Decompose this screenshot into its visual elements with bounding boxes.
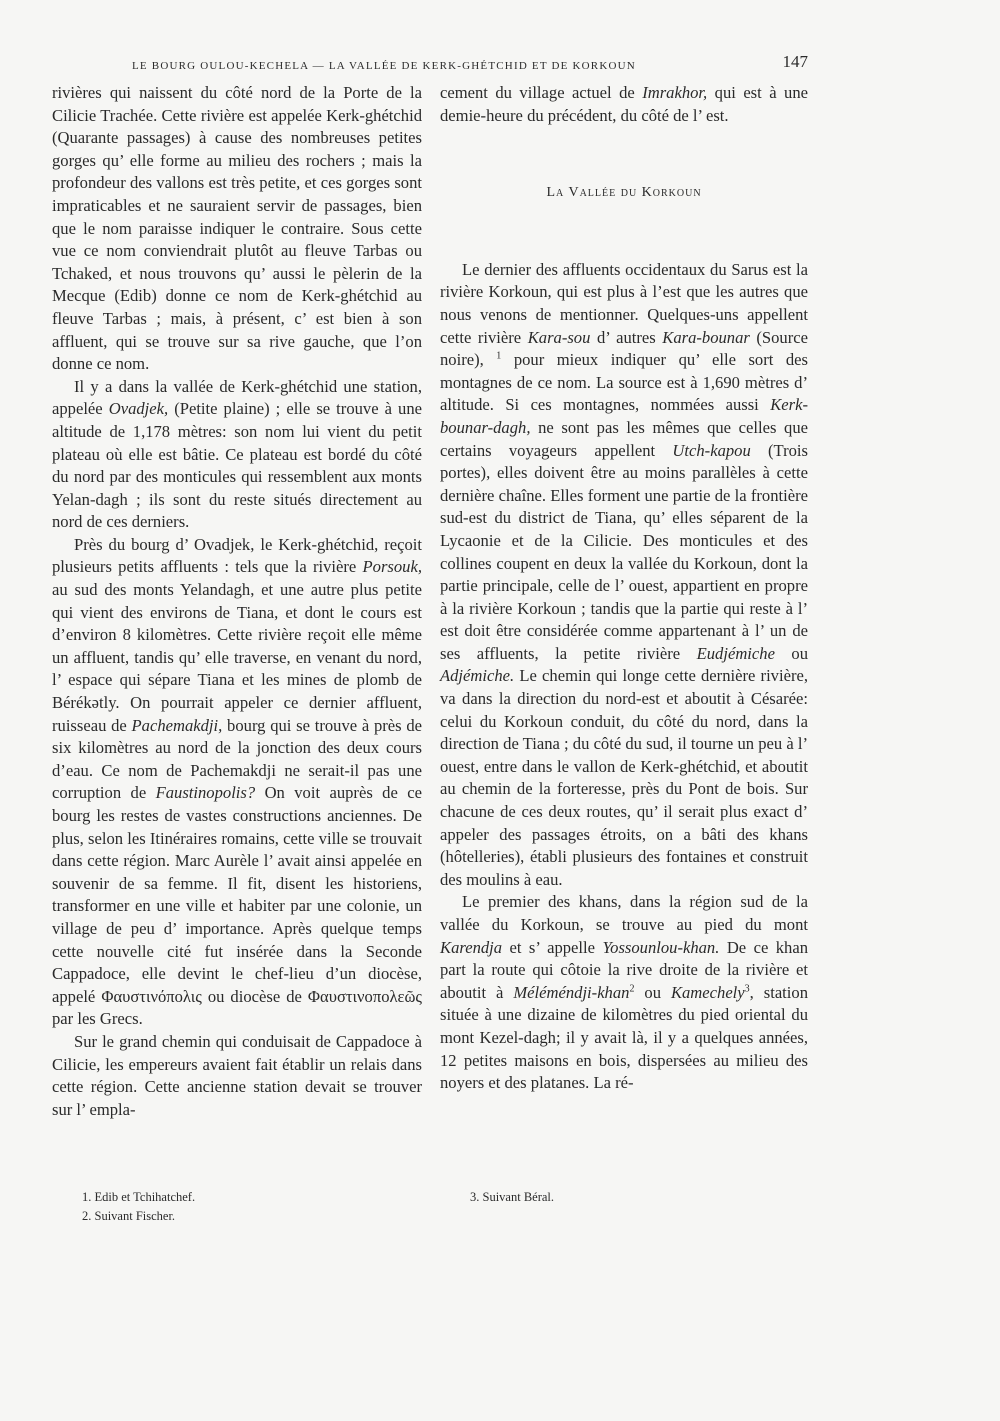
text-run: cement du village actuel de	[440, 83, 643, 102]
text-run: Le dernier des affluents occidentaux du Sarus est la rivière Korkoun, qui est plus à l’est que les autres que nous venons de mentionner. Quelques-uns appellent cette rivière	[440, 259, 808, 347]
paragraph	[52, 534, 422, 1031]
footnote-marker: 3	[744, 983, 750, 995]
paragraph	[440, 259, 808, 892]
footnotes-right	[470, 1188, 800, 1207]
text-run: De ce khan part la route qui côtoie la rive droite de la rivière et aboutit à	[440, 937, 809, 1002]
footnote-marker: 1	[496, 350, 502, 362]
paragraph	[52, 376, 422, 534]
paragraph: rivières qui naissent du côté nord de la Porte de la Cilicie Trachée. Cette rivière est appelée Kerk-ghétchid (Quarante passages) à cause des nombreuses petites gorges qu’ elle forme au milieu des rochers ; mais la profondeur des vallons est très petite, et ces gorges sont impraticables et ne sauraient servir de passages, bien que le nom paraisse indiquer le contraire. Sous cette vue ce nom conviendrait plutôt au fleuve Tarbas ou Tchaked, et nous trouvons qu’ aussi le pèlerin de la Mecque (Edib) donne ce nom de Kerk-ghétchid au fleuve Tarbas ; mais, à présent, c’ est bien à son affluent, qui se trouve sur sa rive gauche, que l’on donne ce nom.	[52, 83, 422, 374]
italic-term: Imrakhor,	[642, 83, 708, 102]
text-run: et s’ appelle	[502, 937, 603, 957]
text-run: (Source noire),	[440, 327, 808, 370]
italic-term: Ovadjek,	[108, 399, 169, 419]
italic-term: Kamechely	[670, 982, 745, 1002]
italic-term: Kara-sou	[527, 327, 591, 347]
text-run: (Trois portes), elles doivent être au moins parallèles à cette dernière chaîne. Elles forment une partie de la frontière sud-est du district de Tiana, qu’ elles séparent de la Lycaonie et de la Cilicie. Des monticules et des collines coupent en deux la vallée du Korkoun, dont la partie principale, celle de l’ ouest, appartient en propre à la rivière Korkoun ; tandis que la partie qui reste à l’ est doit être considérée comme appartenant à l’ un de ses affluents, la petite rivière	[440, 440, 809, 663]
italic-term: Faustinopolis?	[155, 783, 256, 803]
text-run: qui est à une demie-heure du précédent, du côté de l’ est.	[440, 83, 808, 125]
italic-term: Méléméndji-khan	[513, 982, 630, 1002]
italic-term: Pachemakdji,	[131, 715, 223, 735]
footnote-marker: 2	[629, 983, 635, 995]
page-number: 147	[782, 52, 808, 71]
text-run: pour mieux indiquer qu’ elle sort des montagnes de ce nom. La source est à 1,690 mètres d’ altitude. Si ces montagnes, nommées aussi	[440, 350, 808, 415]
text-run: d’ autres	[590, 327, 663, 347]
right-column	[440, 82, 808, 1095]
footnote: 2. Suivant Fischer.	[82, 1209, 176, 1223]
italic-term: Adjémiche.	[440, 666, 515, 686]
text-run: bourg qui se trouve à près de six kilomètres au nord de la jonction des deux cours d’eau. Ce nom de Pachemakdji ne serait-il pas une corruption de	[52, 715, 423, 803]
italic-term: Karendja	[440, 937, 503, 957]
paragraph: Sur le grand chemin qui conduisait de Cappadoce à Cilicie, les empereurs avaient fait établir un relais dans cette région. Cette ancienne station devait se trouver sur l’ empla-	[52, 1031, 422, 1119]
text-run: ou	[634, 982, 671, 1002]
text-run: , station située à une dizaine de kilomètres du pied oriental du mont Kezel-dagh; il y avait là, il y a quelques années, 12 petites maisons en bois, dispersées au milieu des noyers et des platanes. La ré-	[440, 982, 808, 1093]
running-title: LE BOURG OULOU-KECHELA — LA VALLÉE DE KERK-GHÉTCHID ET DE KORKOUN	[132, 60, 636, 72]
section-heading: La Vallée du Korkoun	[546, 185, 702, 201]
paragraph	[440, 891, 808, 1094]
text-run: Il y a dans la vallée de Kerk-ghétchid une station, appelée	[52, 376, 422, 419]
text-run: au sud des monts Yelandagh, et une autre plus petite qui vient des environs de Tiana, et dont le cours est d’environ 8 kilomètres. Cette rivière reçoit elle même un affluent, tandis qu’ elle traverse, en venant du nord, l’ espace qui sépare Tiana et les mines de plomb de Bérékətly. On pourrait appeler ce dernier affluent, ruisseau de	[52, 580, 422, 735]
text-run: Le premier des khans, dans la région sud de la vallée du Korkoun, se trouve au pied du mont	[440, 892, 808, 934]
italic-term: Utch-kapou	[672, 440, 751, 460]
footnote: 3. Suivant Béral.	[470, 1190, 555, 1204]
italic-term: Eudjémiche	[696, 643, 775, 663]
italic-term: Porsouk,	[362, 557, 422, 577]
text-run: On voit auprès de ce bourg les restes de vastes constructions anciennes. De plus, selon les Itinéraires romains, cette ville se trouvait dans cette région. Marc Aurèle l’ avait ainsi appelée en souvenir de sa femme. Il fit, disent les historiens, transformer en une ville et habiter par une colonie, un village de peu d’ importance. Après quelque temps cette nouvelle cité fut insérée dans la Seconde Cappadoce, elle devint le chef-lieu d’un diocèse, appelé Φαυστινόπολις ou diocèse de Φαυστινοπολεῶς par les Grecs.	[52, 783, 422, 1029]
text-run: Près du bourg d’ Ovadjek, le Kerk-ghétchid, reçoit plusieurs petits affluents : tels que la rivière	[52, 534, 422, 577]
text-run: ou	[774, 643, 808, 663]
footnotes-left	[82, 1188, 412, 1226]
italic-term: Kara-bounar	[662, 327, 750, 347]
italic-term: Kerk-bounar-dagh,	[440, 395, 808, 437]
italic-term: Yossounlou-khan.	[602, 937, 720, 957]
text-run: (Petite plaine) ; elle se trouve à une altitude de 1,178 mètres: son nom lui vient du petit plateau où elle est bâtie. Ce plateau est bordé du côté du nord par des monticules qui ressemblent aux monts Yelan-dagh ; ils sont du reste situés directement au nord de ces derniers.	[52, 399, 422, 532]
footnote: 1. Edib et Tchihatchef.	[82, 1190, 196, 1204]
paragraph	[440, 82, 808, 127]
running-header	[132, 52, 808, 76]
text-run: Le chemin qui longe cette dernière rivière, va dans la direction du nord-est et aboutit à Césarée: celui du Korkoun conduit, du côté du nord, dans la direction de Tiana ; du côté du sud, il tourne un peu à l’ ouest, entre dans le vallon de Kerk-ghétchid, et aboutit au chemin de la forteresse, près du Pont de bois. Sur chacune de ces deux routes, qu’ il serait plus exact d’ appeler des passages étroits, on a bâti des khans (hôtelleries), établi plusieurs des fontaines et construit des moulins à eau.	[440, 666, 808, 889]
left-column	[52, 82, 422, 1121]
text-run: ne sont pas les mêmes que celles que certains voyageurs appellent	[440, 417, 808, 460]
